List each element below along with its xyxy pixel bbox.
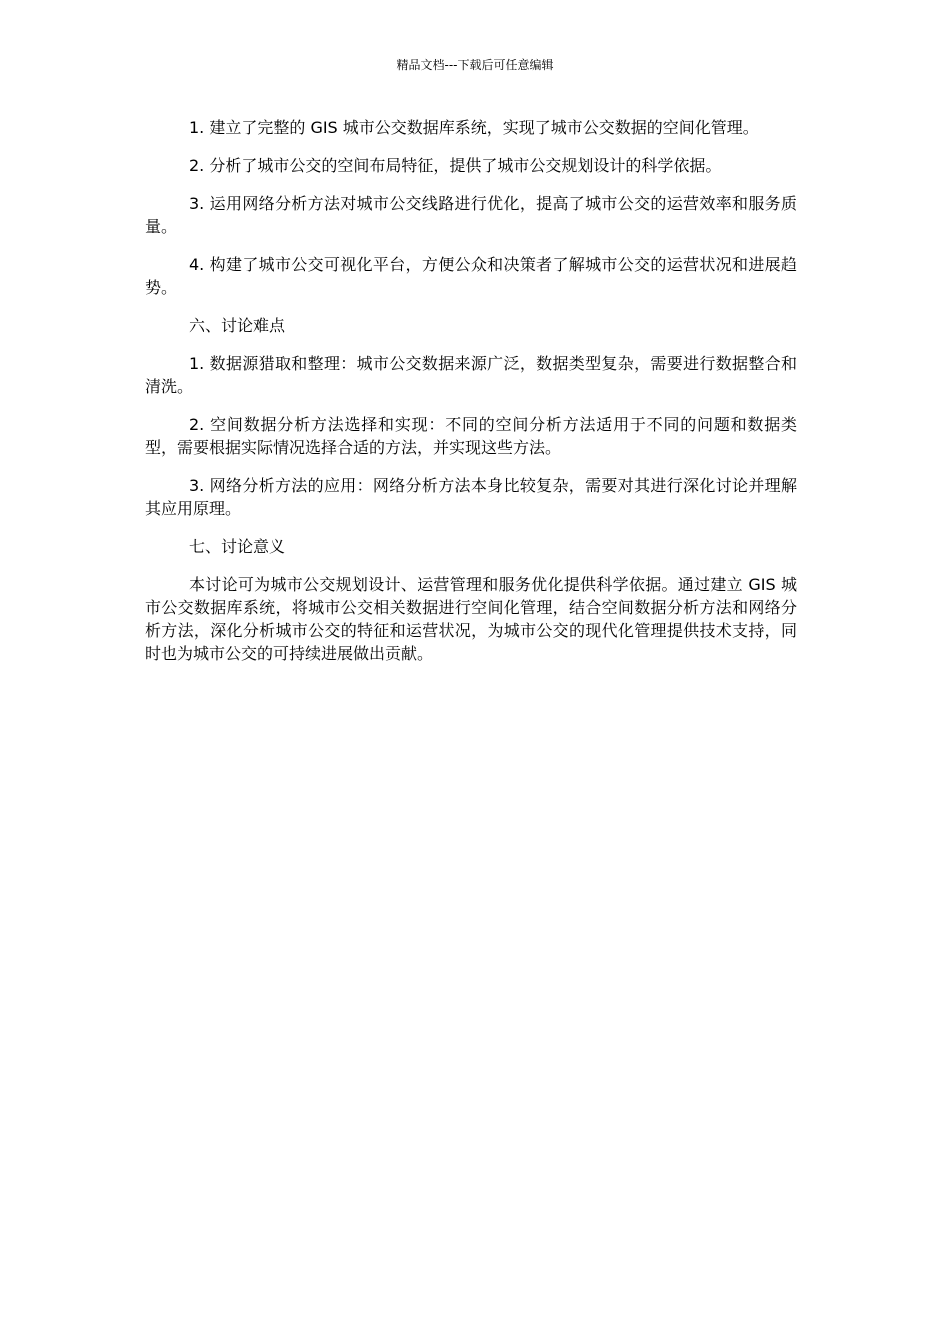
difficulty-item-1: 1. 数据源猎取和整理：城市公交数据来源广泛，数据类型复杂，需要进行数据整合和清洗。 [145, 354, 797, 396]
page-header: 精品文档---下载后可任意编辑 [396, 58, 554, 72]
significance-paragraph: 本讨论可为城市公交规划设计、运营管理和服务优化提供科学依据。通过建立 GIS 城市公交数据库系统，将城市公交相关数据进行空间化管理，结合空间数据分析方法和网络分析方法，深化分析城市公交的特征和运营状况，为城市公交的现代化管理提供技术支持，同时也为城市公交的可持续进展做出贡献。 [145, 575, 797, 663]
result-item-2: 2. 分析了城市公交的空间布局特征，提供了城市公交规划设计的科学依据。 [189, 156, 722, 175]
section-heading-difficulties: 六、讨论难点 [189, 316, 286, 335]
result-item-4: 4. 构建了城市公交可视化平台，方便公众和决策者了解城市公交的运营状况和进展趋势。 [145, 255, 797, 297]
result-item-3: 3. 运用网络分析方法对城市公交线路进行优化，提高了城市公交的运营效率和服务质量。 [145, 194, 797, 236]
difficulty-item-2: 2. 空间数据分析方法选择和实现：不同的空间分析方法适用于不同的问题和数据类型，需要根据实际情况选择合适的方法，并实现这些方法。 [145, 415, 797, 457]
document-body [145, 116, 797, 680]
section-heading-significance: 七、讨论意义 [189, 537, 286, 556]
difficulty-item-3: 3. 网络分析方法的应用：网络分析方法本身比较复杂，需要对其进行深化讨论并理解其应用原理。 [145, 476, 797, 518]
result-item-1: 1. 建立了完整的 GIS 城市公交数据库系统，实现了城市公交数据的空间化管理。 [189, 118, 759, 137]
